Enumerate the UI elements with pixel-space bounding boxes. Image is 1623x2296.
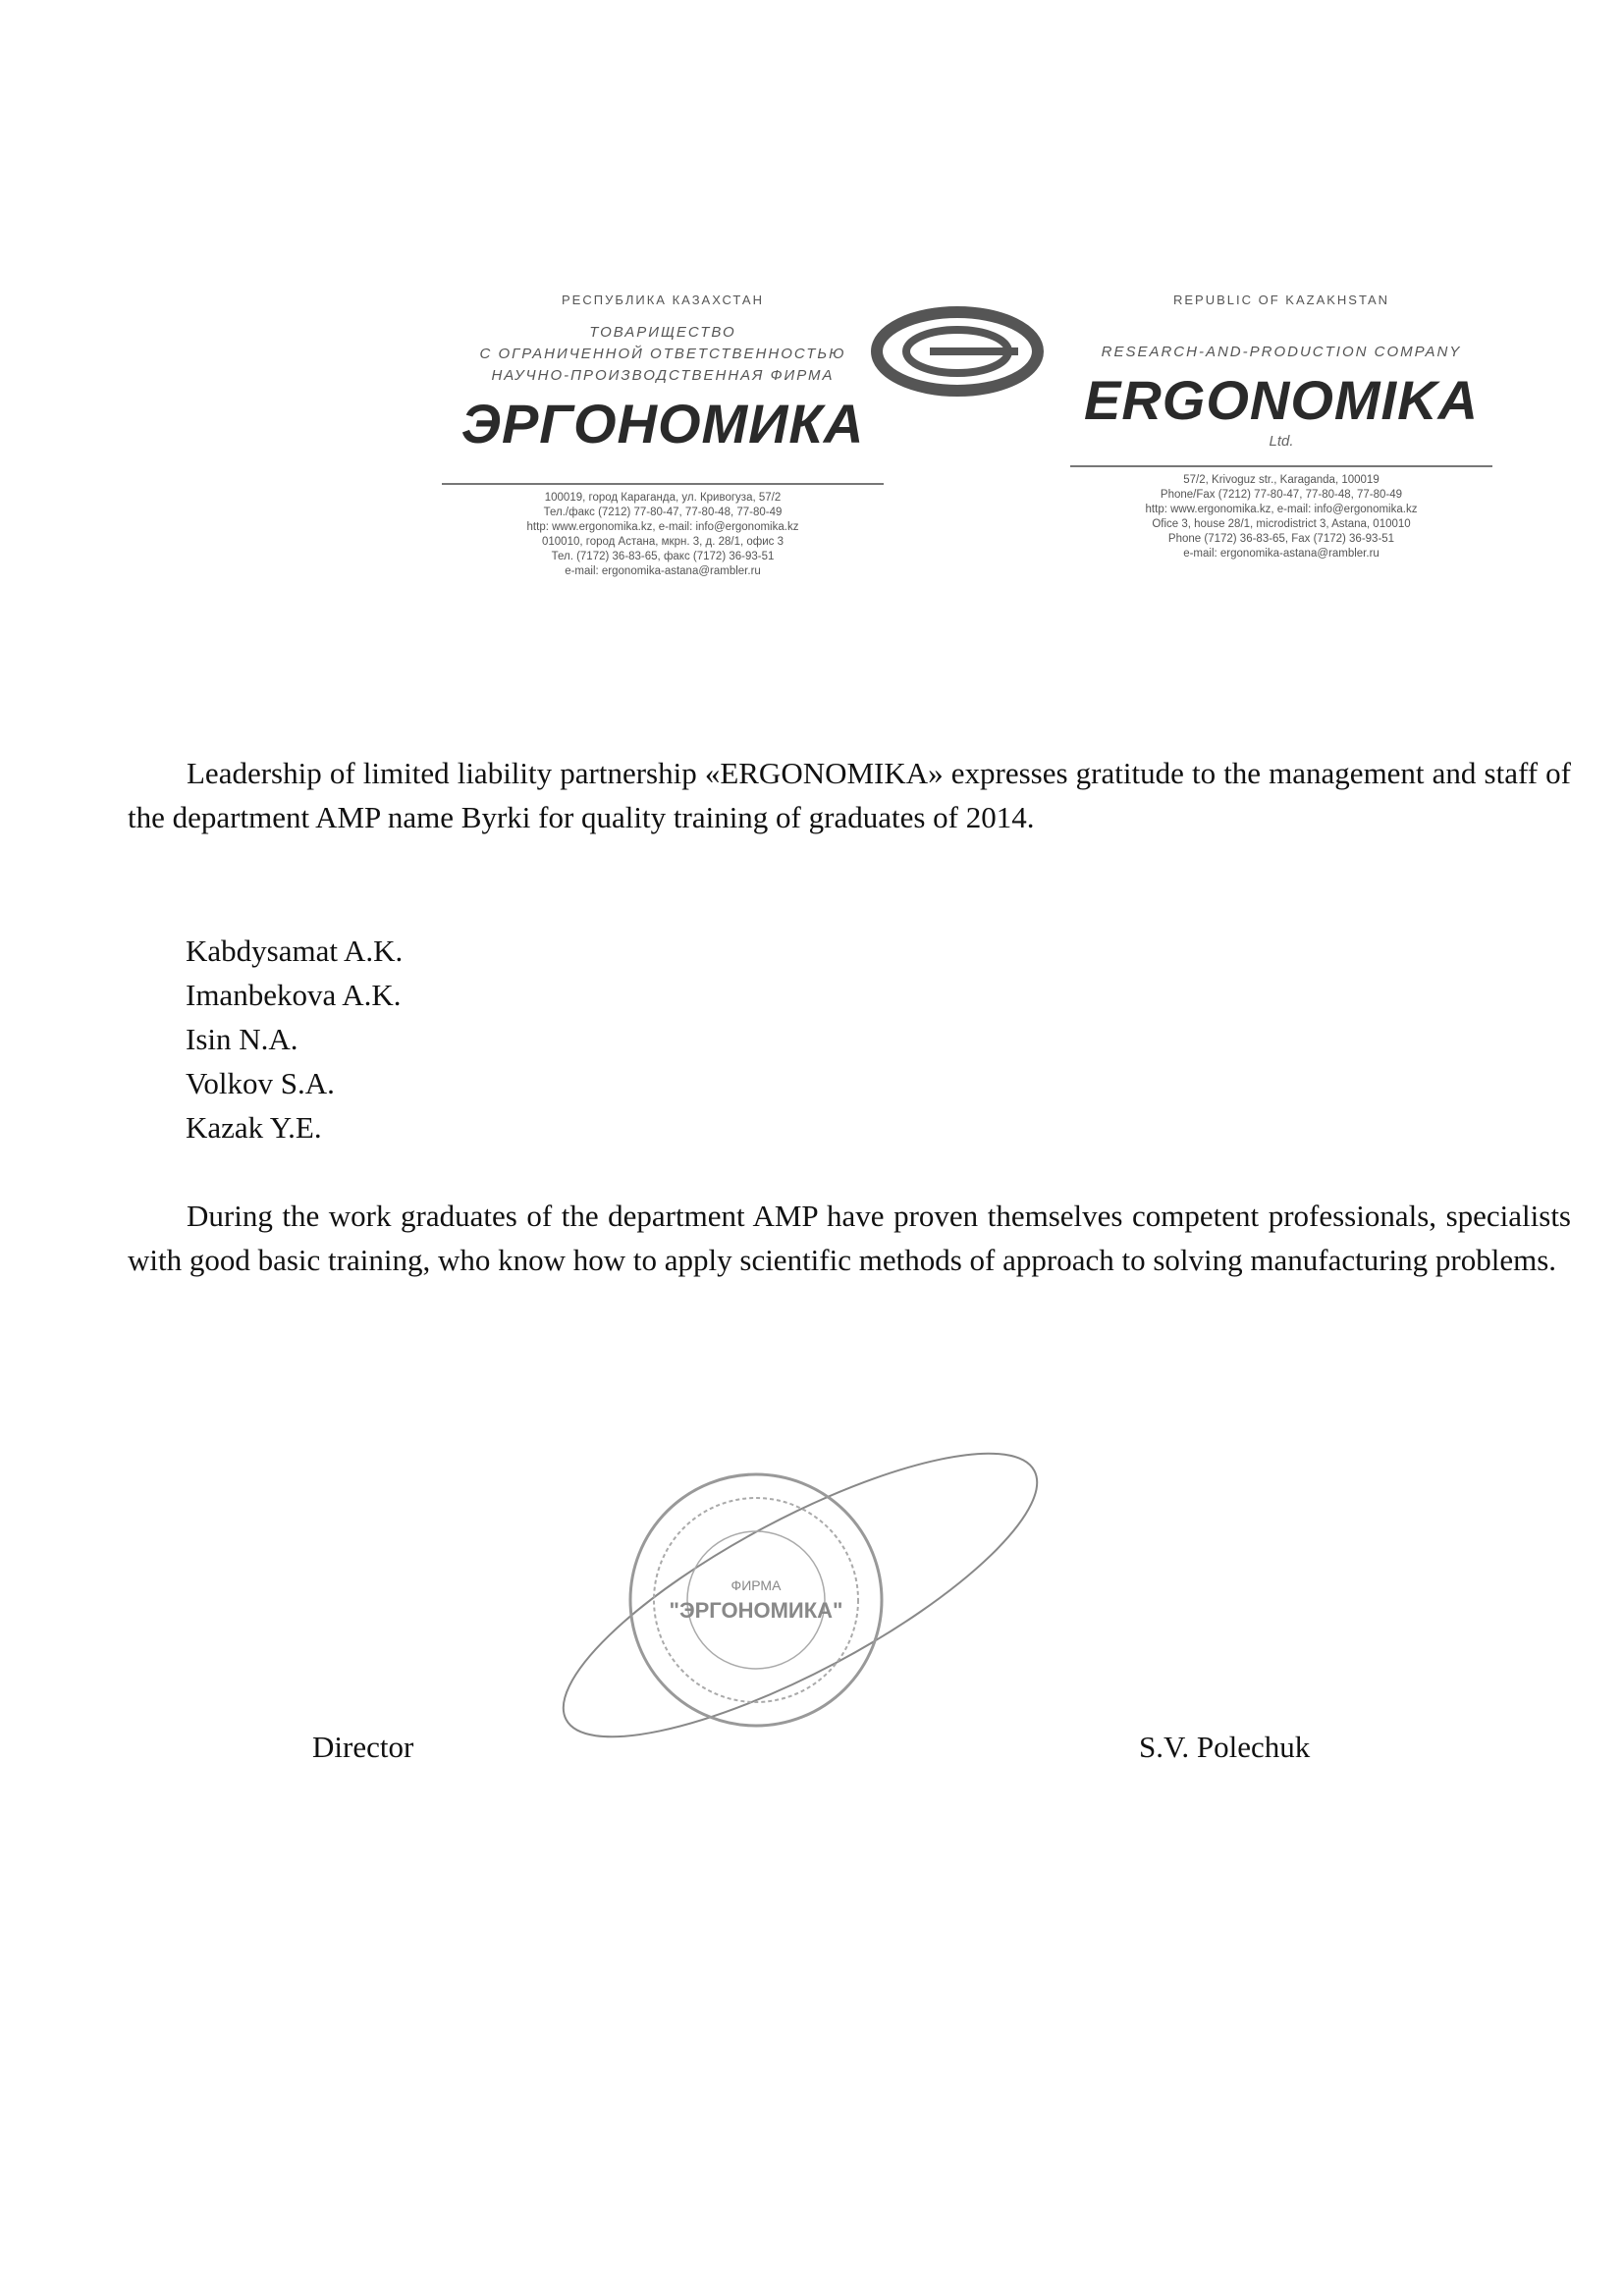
list-item: Imanbekova A.K. bbox=[186, 978, 402, 1012]
ergonomika-logo-icon bbox=[869, 302, 1046, 400]
address-line: e-mail: ergonomika-astana@rambler.ru bbox=[1183, 548, 1380, 560]
letterhead-russian bbox=[432, 291, 893, 579]
address-line: Phone/Fax (7212) 77-80-47, 77-80-48, 77-80-49 bbox=[1160, 489, 1403, 501]
address-line: http: www.ergonomika.kz, e-mail: info@ergonomika.kz bbox=[526, 521, 799, 533]
list-item: Volkov S.A. bbox=[186, 1066, 335, 1100]
address-line: 100019, город Караганда, ул. Кривогуза, 57/2 bbox=[544, 492, 782, 504]
brand-ru: ЭРГОНОМИКА bbox=[460, 393, 865, 454]
company-ltd: Ltd. bbox=[1269, 433, 1294, 450]
address-line: e-mail: ergonomika-astana@rambler.ru bbox=[565, 565, 761, 577]
list-item: Isin N.A. bbox=[186, 1022, 298, 1056]
divider bbox=[1070, 465, 1492, 467]
address-line: http: www.ergonomika.kz, e-mail: info@ergonomika.kz bbox=[1145, 504, 1418, 515]
list-item: Kazak Y.E. bbox=[186, 1110, 322, 1145]
company-stamp-icon bbox=[530, 1433, 1060, 1757]
divider bbox=[442, 483, 884, 485]
address-line: Тел./факс (7212) 77-80-47, 77-80-48, 77-80-49 bbox=[543, 507, 783, 518]
gratitude-paragraph: Leadership of limited liability partnership «ERGONOMIKA» expresses gratitude to the management and staff of the department AMP name Byrki for quality training of graduates of 2014. bbox=[128, 756, 1571, 834]
graduate-names-list bbox=[186, 929, 403, 1149]
address-line: Phone (7172) 36-83-65, Fax (7172) 36-93-51 bbox=[1167, 533, 1395, 545]
address-line: Ofice 3, house 28/1, microdistrict 3, Astana, 010010 bbox=[1152, 518, 1411, 530]
signatory-name: S.V. Polechuk bbox=[1139, 1730, 1311, 1764]
brand-en: ERGONOMIKA bbox=[1084, 369, 1479, 431]
company-type-en: RESEARCH-AND-PRODUCTION COMPANY bbox=[1101, 344, 1462, 360]
letterhead bbox=[432, 291, 1502, 644]
address-line: Тел. (7172) 36-83-65, факс (7172) 36-93-51 bbox=[551, 551, 775, 562]
company-type-ru-1: ТОВАРИЩЕСТВО bbox=[589, 324, 736, 341]
address-en bbox=[1060, 473, 1502, 561]
company-type-ru-2: С ОГРАНИЧЕННОЙ ОТВЕТСТВЕННОСТЬЮ bbox=[479, 346, 846, 362]
country-en: REPUBLIC OF KAZAKHSTAN bbox=[1172, 293, 1389, 307]
list-item: Kabdysamat A.K. bbox=[186, 934, 404, 968]
address-ru bbox=[432, 491, 893, 579]
country-ru: РЕСПУБЛИКА КАЗАХСТАН bbox=[562, 293, 764, 307]
stamp-center-text-2: "ЭРГОНОМИКА" bbox=[669, 1598, 843, 1623]
address-line: 010010, город Астана, мкрн. 3, д. 28/1, офис 3 bbox=[542, 536, 784, 548]
signatory-title: Director bbox=[312, 1730, 414, 1764]
address-line: 57/2, Krivoguz str., Karaganda, 100019 bbox=[1183, 474, 1380, 486]
stamp-center-text-1: ФИРМА bbox=[730, 1577, 782, 1593]
company-type-ru-3: НАУЧНО-ПРОИЗВОДСТВЕННАЯ ФИРМА bbox=[491, 367, 835, 384]
letterhead-english bbox=[1060, 291, 1502, 561]
assessment-paragraph: During the work graduates of the department AMP have proven themselves competent professionals, specialists with good basic training, who know how to apply scientific methods of approach to solving manufacturing problems. bbox=[128, 1199, 1571, 1277]
